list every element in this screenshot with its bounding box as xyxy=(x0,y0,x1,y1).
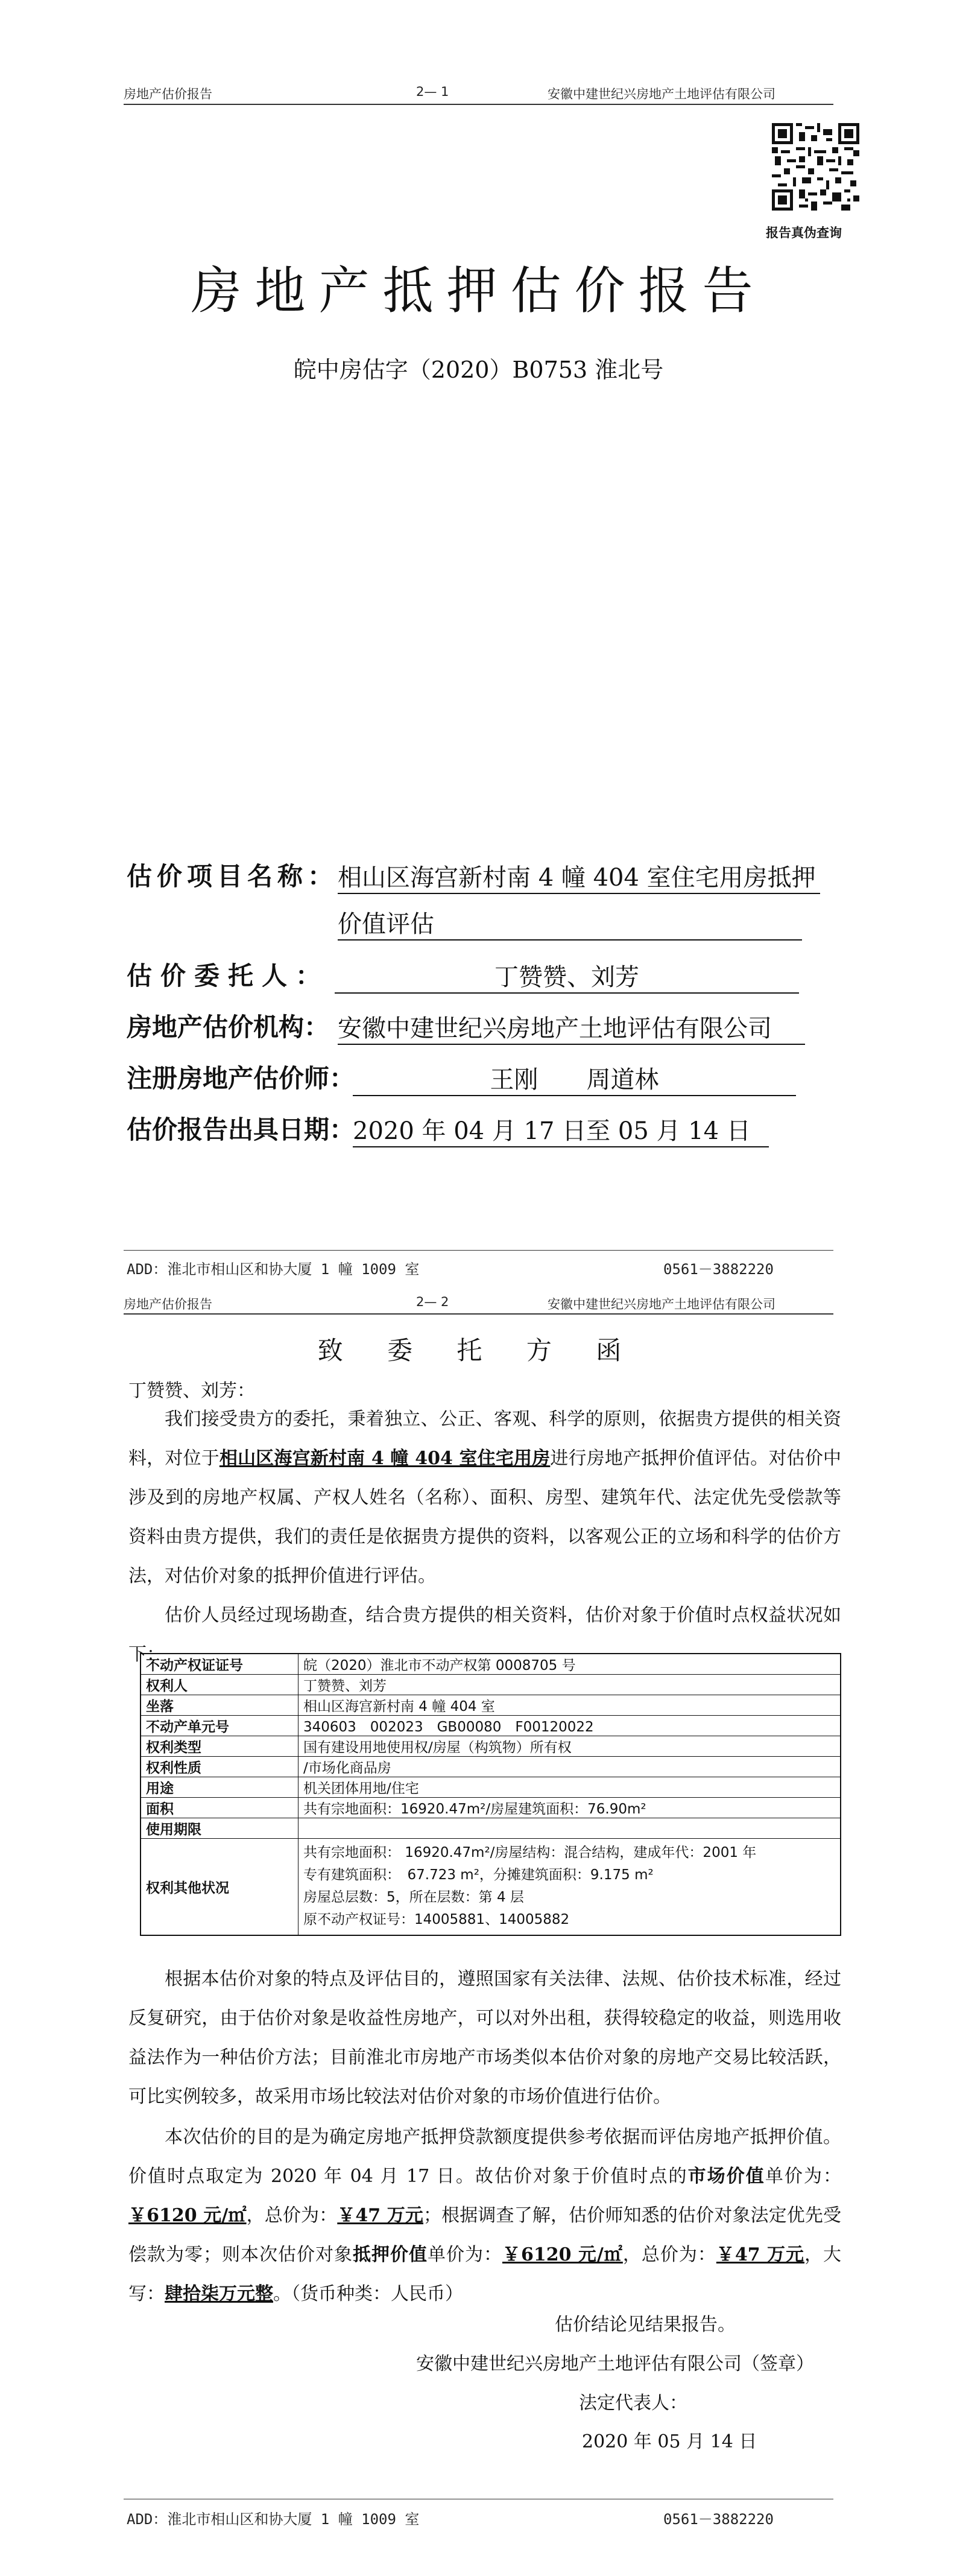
paragraph-2: 估价人员经过现场勘查，结合贵方提供的相关资料，估价对象于价值时点权益状况如下： xyxy=(128,1605,841,1665)
table-key: 面积 xyxy=(141,1798,298,1818)
paragraph-4 xyxy=(128,2118,841,2314)
table-value: /市场化商品房 xyxy=(298,1757,841,1777)
report-number: 皖中房估字（2020）B0753 淮北号 xyxy=(293,357,664,383)
table-key: 不动产单元号 xyxy=(141,1716,298,1736)
company-signature: 安徽中建世纪兴房地产土地评估有限公司（签章） xyxy=(416,2353,814,2375)
header-right: 安徽中建世纪兴房地产土地评估有限公司 xyxy=(548,1297,775,1312)
field-label-date: 估价报告出具日期： xyxy=(127,1115,355,1144)
mortgage-total-price: ￥47 万元 xyxy=(716,2244,805,2265)
paragraph-4-text: 单价为： xyxy=(427,2244,502,2265)
paragraph-3: 根据本估价对象的特点及评估目的，遵照国家有关法律、法规、估价技术标准，经过反复研究，由于估价对象是收益性房地产，可以对外出租，获得较稳定的收益，则选用收益法作为一种估价方法；目前淮北市房地产市场类似本估价对象的房地产交易比较活跃，可比实例较多，故采用市场比较法对估价对象的市场价值进行估价。 xyxy=(128,1968,841,2107)
table-key: 用途 xyxy=(141,1777,298,1798)
market-total-price: ￥47 万元 xyxy=(337,2205,424,2226)
table-row xyxy=(141,1818,841,1839)
amount-in-words: 肆拾柒万元整 xyxy=(165,2283,273,2305)
paragraph-1-text: 我们接受贵方的委托，秉着独立、公正、客观、科学的原则，依据贵方提供的相关资料，对位于 xyxy=(128,1409,841,1469)
paragraph-4-text: ，总价为： xyxy=(246,2205,338,2226)
table-row xyxy=(141,1757,841,1777)
paragraph-4-text: ，大写： xyxy=(128,2244,842,2305)
table-row xyxy=(141,1695,841,1716)
field-label-agency: 房地产估价机构： xyxy=(127,1012,330,1042)
footer-address: ADD：淮北市相山区和协大厦 1 幢 1009 室 xyxy=(127,1261,420,1278)
header-left: 房地产估价报告 xyxy=(124,1297,212,1312)
table-key: 使用期限 xyxy=(141,1818,298,1839)
paragraph-4-text: ；根据调查了解，估价师知悉的估价对象法定优先受偿款为零；则本次估价对象 xyxy=(128,2205,842,2265)
table-row xyxy=(141,1777,841,1798)
paragraph-1-text-end: 进行房地产抵押价值评估。对估价中涉及到的房地产权属、产权人姓名（名称）、面积、房型、建筑年代、法定优先受偿款等资料由贵方提供，我们的责任是依据贵方提供的资料，以客观公正的立场和科学的估价方法，对估价对象的抵押价值进行评估。 xyxy=(128,1448,842,1587)
field-value-project-line1: 相山区海宫新村南 4 幢 404 室住宅用房抵押 xyxy=(338,858,820,894)
field-label-appraisers: 注册房地产估价师： xyxy=(127,1064,355,1093)
closing-note: 估价结论见结果报告。 xyxy=(555,2314,736,2335)
table-value: 相山区海宫新村南 4 幢 404 室 xyxy=(298,1695,841,1716)
table-value: 丁赞赞、刘芳 xyxy=(298,1675,841,1695)
paragraph-4-text: 单价为： xyxy=(765,2166,842,2187)
table-value: 共有宗地面积：16920.47m²/房屋建筑面积：76.90m² xyxy=(298,1798,841,1818)
qr-code-icon[interactable] xyxy=(772,123,859,211)
header-left: 房地产估价报告 xyxy=(124,87,212,101)
market-unit-price: ￥6120 元/㎡ xyxy=(128,2205,247,2226)
table-key: 不动产权证证号 xyxy=(141,1654,298,1675)
other-line: 原不动产权证号：14005881、14005882 xyxy=(303,1912,570,1928)
footer-rule xyxy=(124,1250,833,1251)
table-value: 国有建设用地使用权/房屋（构筑物）所有权 xyxy=(298,1736,841,1757)
report-title: 房地产抵押估价报告 xyxy=(191,261,766,320)
field-value-client: 丁赞赞、刘芳 xyxy=(335,958,799,994)
header-right: 安徽中建世纪兴房地产土地评估有限公司 xyxy=(548,87,775,101)
table-row xyxy=(141,1654,841,1675)
market-value-label: 市场价值 xyxy=(687,2166,765,2187)
table-row xyxy=(141,1798,841,1818)
mortgage-unit-price: ￥6120 元/㎡ xyxy=(502,2244,623,2265)
legal-representative: 法定代表人： xyxy=(579,2393,687,2414)
table-value: 340603 002023 GB00080 F00120022 xyxy=(298,1716,841,1736)
letter-title: 致 委 托 方 函 xyxy=(317,1336,640,1365)
paragraph-4-text: 。（货币种类：人民币） xyxy=(273,2283,463,2305)
table-key: 权利性质 xyxy=(141,1757,298,1777)
header-rule xyxy=(124,104,833,105)
field-label-client: 估价委托人： xyxy=(127,961,330,991)
other-line: 共有宗地面积： 16920.47m²/房屋结构：混合结构，建成年代：2001 年 xyxy=(303,1845,757,1861)
field-value-project-line2: 价值评估 xyxy=(338,905,802,941)
table-row-other xyxy=(141,1839,841,1935)
paragraph-1 xyxy=(128,1400,841,1596)
other-line: 专有建筑面积： 67.723 m²，分摊建筑面积：9.175 m² xyxy=(303,1867,654,1883)
table-key: 坐落 xyxy=(141,1695,298,1716)
table-value: 机关团体用地/住宅 xyxy=(298,1777,841,1798)
salutation: 丁赞赞、刘芳： xyxy=(128,1380,255,1401)
table-key: 权利其他状况 xyxy=(141,1839,298,1935)
header-page-number: 2— 2 xyxy=(416,1295,449,1309)
footer-phone: 0561－3882220 xyxy=(663,1261,774,1278)
table-value-other xyxy=(298,1839,841,1935)
table-value: 皖（2020）淮北市不动产权第 0008705 号 xyxy=(298,1654,841,1675)
other-line: 房屋总层数：5，所在层数：第 4 层 xyxy=(303,1889,524,1906)
footer-address: ADD：淮北市相山区和协大厦 1 幢 1009 室 xyxy=(127,2511,420,2528)
paragraph-4-text: 本次估价的目的是为确定房地产抵押贷款额度提供参考依据而评估房地产抵押价值。价值时点取定为 2020 年 04 月 17 日。故估价对象于价值时点的 xyxy=(128,2127,841,2187)
field-label-project: 估价项目名称： xyxy=(127,861,338,891)
header-rule xyxy=(124,1313,833,1315)
table-key: 权利人 xyxy=(141,1675,298,1695)
signature-date: 2020 年 05 月 14 日 xyxy=(582,2431,757,2452)
table-value xyxy=(298,1818,841,1839)
qr-caption: 报告真伪查询 xyxy=(766,226,842,240)
table-row xyxy=(141,1716,841,1736)
table-row xyxy=(141,1736,841,1757)
field-value-agency: 安徽中建世纪兴房地产土地评估有限公司 xyxy=(338,1009,805,1045)
property-address: 相山区海宫新村南 4 幢 404 室住宅用房 xyxy=(219,1448,551,1469)
mortgage-value-label: 抵押价值 xyxy=(352,2244,428,2265)
footer-phone: 0561－3882220 xyxy=(663,2511,774,2528)
header-page-number: 2— 1 xyxy=(416,84,449,99)
paragraph-4-text: ，总价为： xyxy=(622,2244,716,2265)
table-row xyxy=(141,1675,841,1695)
field-value-date: 2020 年 04 月 17 日至 05 月 14 日 xyxy=(353,1112,769,1147)
rights-table xyxy=(140,1653,841,1936)
field-value-appraisers: 王刚 周道林 xyxy=(353,1061,796,1096)
table-key: 权利类型 xyxy=(141,1736,298,1757)
